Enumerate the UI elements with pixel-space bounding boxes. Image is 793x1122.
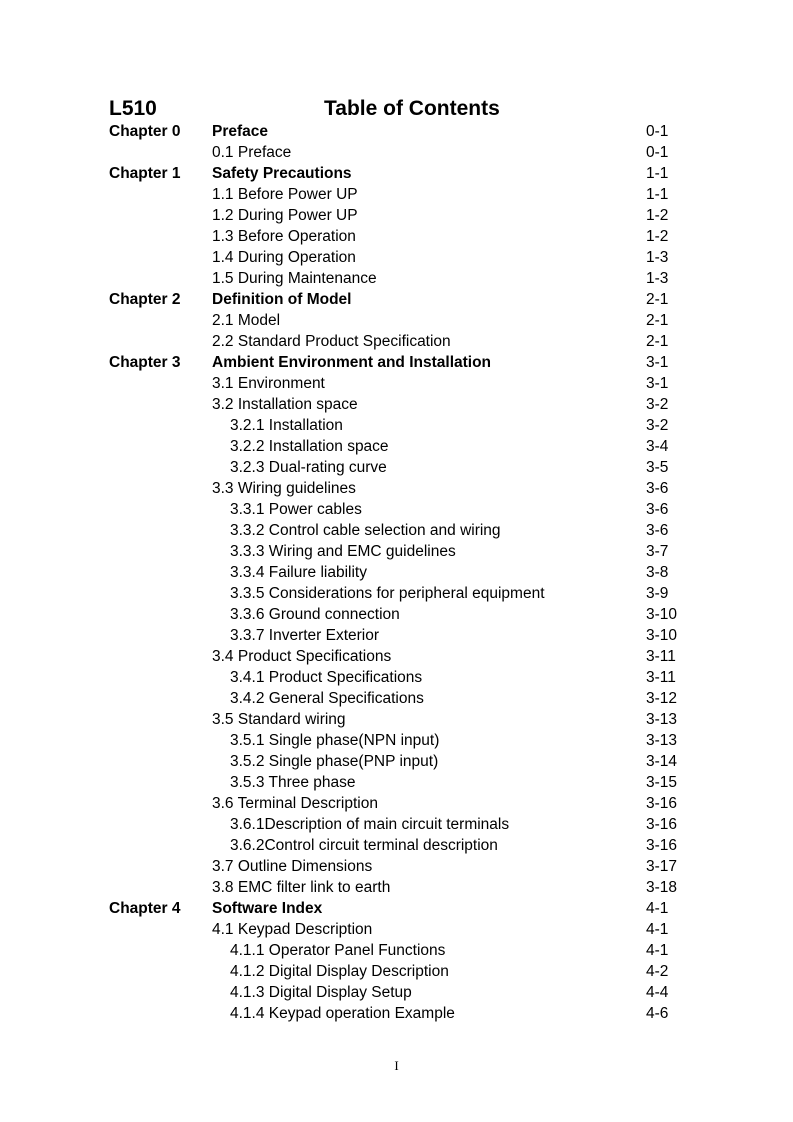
toc-chapter-title: Definition of Model (212, 291, 352, 308)
toc-section-title: 3.3.4 Failure liability (230, 564, 367, 581)
toc-entry (0, 205, 793, 226)
toc-section-title: 1.4 During Operation (212, 249, 356, 266)
toc-page-number: 3-16 (646, 816, 678, 833)
toc-page-number: 3-15 (646, 774, 678, 791)
page-number: I (394, 1058, 399, 1073)
toc-section-title: 3.6 Terminal Description (212, 795, 378, 812)
toc-page-number: 1-2 (646, 228, 669, 245)
toc-section-title: 0.1 Preface (212, 144, 292, 161)
toc-entry (0, 331, 793, 352)
toc-chapter-label: Chapter 2 (109, 291, 181, 308)
toc-section-title: 3.3.7 Inverter Exterior (230, 627, 380, 644)
toc-entry (0, 394, 793, 415)
toc-section-title: 3.6.1Description of main circuit terminals (230, 816, 510, 833)
toc-page-number: 3-16 (646, 837, 678, 854)
toc-entry (0, 436, 793, 457)
toc-page-number: 3-4 (646, 438, 669, 455)
toc-section-title: 3.5.2 Single phase(PNP input) (230, 753, 439, 770)
toc-page-number: 4-1 (646, 900, 669, 917)
toc-section-title: 1.3 Before Operation (212, 228, 356, 245)
toc-page-number: 3-14 (646, 753, 678, 770)
toc-entry (0, 667, 793, 688)
toc-chapter-label: Chapter 0 (109, 123, 181, 140)
toc-page-number: 3-17 (646, 858, 678, 875)
toc-chapter-title: Safety Precautions (212, 165, 352, 182)
toc-section-title: 3.1 Environment (212, 375, 325, 392)
page-title: Table of Contents (324, 97, 500, 120)
toc-entry (0, 499, 793, 520)
toc-page-number: 3-16 (646, 795, 678, 812)
toc-page-number: 4-2 (646, 963, 669, 980)
toc-page-number: 3-8 (646, 564, 669, 581)
toc-entry (0, 604, 793, 625)
toc-page-number: 4-1 (646, 921, 669, 938)
toc-entry (0, 730, 793, 751)
toc-page-number: 4-1 (646, 942, 669, 959)
toc-entry (0, 793, 793, 814)
toc-section-title: 3.2.2 Installation space (230, 438, 389, 455)
toc-entry (0, 919, 793, 940)
toc-entry (0, 163, 793, 184)
toc-entry (0, 751, 793, 772)
toc-section-title: 4.1 Keypad Description (212, 921, 373, 938)
toc-page-number: 2-1 (646, 333, 669, 350)
toc-section-title: 3.7 Outline Dimensions (212, 858, 373, 875)
toc-page-number: 1-3 (646, 270, 669, 287)
toc-entry (0, 835, 793, 856)
toc-entry (0, 898, 793, 919)
toc-page-number: 3-7 (646, 543, 669, 560)
toc-entry (0, 247, 793, 268)
toc-section-title: 3.4.1 Product Specifications (230, 669, 423, 686)
toc-page-number: 3-11 (646, 669, 676, 686)
toc-chapter-title: Software Index (212, 900, 323, 917)
toc-entry (0, 373, 793, 394)
toc-section-title: 1.1 Before Power UP (212, 186, 358, 203)
toc-page-number: 0-1 (646, 123, 669, 140)
table-of-contents (0, 121, 793, 1024)
toc-page-number: 3-2 (646, 417, 669, 434)
toc-entry (0, 457, 793, 478)
toc-entry (0, 226, 793, 247)
toc-section-title: 3.3.6 Ground connection (230, 606, 400, 623)
toc-section-title: 3.5.3 Three phase (230, 774, 356, 791)
toc-section-title: 3.4.2 General Specifications (230, 690, 424, 707)
toc-section-title: 4.1.4 Keypad operation Example (230, 1005, 455, 1022)
toc-entry (0, 121, 793, 142)
toc-entry (0, 310, 793, 331)
toc-section-title: 2.1 Model (212, 312, 281, 329)
toc-chapter-label: Chapter 3 (109, 354, 181, 371)
toc-page-number: 2-1 (646, 312, 669, 329)
toc-section-title: 1.2 During Power UP (212, 207, 358, 224)
toc-section-title: 3.3.2 Control cable selection and wiring (230, 522, 501, 539)
toc-section-title: 3.3.5 Considerations for peripheral equipment (230, 585, 545, 602)
toc-entry (0, 940, 793, 961)
toc-entry (0, 541, 793, 562)
toc-entry (0, 856, 793, 877)
toc-chapter-title: Ambient Environment and Installation (212, 354, 492, 371)
toc-page-number: 3-1 (646, 354, 669, 371)
toc-section-title: 4.1.1 Operator Panel Functions (230, 942, 446, 959)
toc-entry (0, 814, 793, 835)
toc-page-number: 3-5 (646, 459, 669, 476)
toc-entry (0, 268, 793, 289)
toc-entry (0, 142, 793, 163)
toc-page-number: 3-2 (646, 396, 669, 413)
toc-entry (0, 1003, 793, 1024)
toc-entry (0, 625, 793, 646)
toc-chapter-label: Chapter 4 (109, 900, 181, 917)
toc-page-number: 3-10 (646, 627, 678, 644)
toc-chapter-label: Chapter 1 (109, 165, 181, 182)
toc-page-number: 3-6 (646, 501, 669, 518)
toc-page-number: 1-2 (646, 207, 669, 224)
toc-section-title: 3.2.1 Installation (230, 417, 343, 434)
toc-section-title: 3.2 Installation space (212, 396, 358, 413)
toc-section-title: 3.3.1 Power cables (230, 501, 362, 518)
document-code: L510 (109, 97, 157, 120)
toc-page-number: 3-9 (646, 585, 669, 602)
toc-page-number: 3-13 (646, 732, 678, 749)
toc-entry (0, 688, 793, 709)
toc-page-number: 4-4 (646, 984, 669, 1001)
toc-entry (0, 352, 793, 373)
toc-chapter-title: Preface (212, 123, 269, 140)
toc-section-title: 3.4 Product Specifications (212, 648, 392, 665)
toc-page-number: 1-1 (646, 186, 669, 203)
toc-page-number: 3-11 (646, 648, 676, 665)
toc-section-title: 3.2.3 Dual-rating curve (230, 459, 387, 476)
toc-section-title: 3.5.1 Single phase(NPN input) (230, 732, 440, 749)
toc-entry (0, 184, 793, 205)
toc-entry (0, 709, 793, 730)
toc-page-number: 3-6 (646, 480, 669, 497)
toc-entry (0, 961, 793, 982)
toc-page-number: 3-6 (646, 522, 669, 539)
toc-section-title: 2.2 Standard Product Specification (212, 333, 451, 350)
toc-entry (0, 520, 793, 541)
toc-page-number: 3-1 (646, 375, 669, 392)
toc-section-title: 3.6.2Control circuit terminal description (230, 837, 498, 854)
toc-entry (0, 646, 793, 667)
toc-entry (0, 415, 793, 436)
toc-section-title: 3.5 Standard wiring (212, 711, 346, 728)
toc-section-title: 4.1.2 Digital Display Description (230, 963, 449, 980)
toc-section-title: 3.3.3 Wiring and EMC guidelines (230, 543, 456, 560)
toc-page-number: 3-10 (646, 606, 678, 623)
toc-page-number: 2-1 (646, 291, 669, 308)
toc-entry (0, 877, 793, 898)
toc-entry (0, 289, 793, 310)
toc-section-title: 3.8 EMC filter link to earth (212, 879, 391, 896)
toc-entry (0, 583, 793, 604)
toc-entry (0, 562, 793, 583)
toc-section-title: 1.5 During Maintenance (212, 270, 377, 287)
toc-page-number: 0-1 (646, 144, 669, 161)
toc-entry (0, 772, 793, 793)
toc-entry (0, 478, 793, 499)
toc-page-number: 3-13 (646, 711, 678, 728)
toc-page-number: 3-18 (646, 879, 678, 896)
toc-section-title: 4.1.3 Digital Display Setup (230, 984, 412, 1001)
toc-entry (0, 982, 793, 1003)
toc-page-number: 3-12 (646, 690, 678, 707)
toc-page-number: 1-3 (646, 249, 669, 266)
toc-page-number: 4-6 (646, 1005, 669, 1022)
toc-section-title: 3.3 Wiring guidelines (212, 480, 356, 497)
toc-page-number: 1-1 (646, 165, 669, 182)
